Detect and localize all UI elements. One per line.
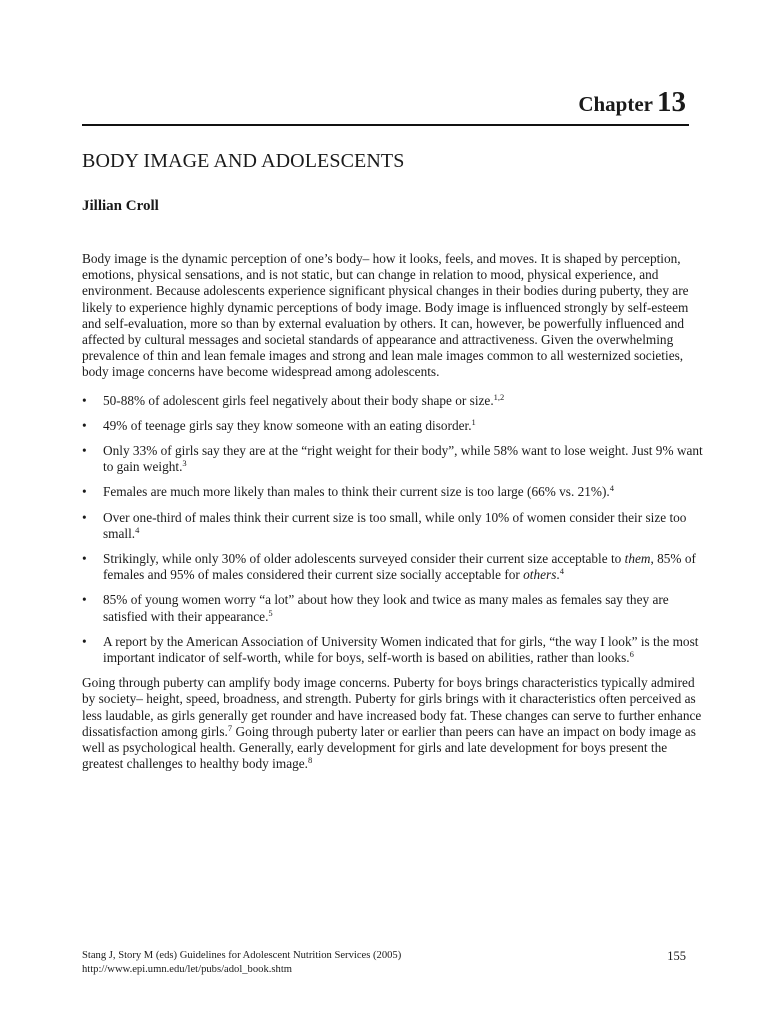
bullet-icon: • xyxy=(82,633,87,649)
header-rule xyxy=(82,124,689,126)
chapter-number: 13 xyxy=(657,86,686,118)
reference-number: 4 xyxy=(135,524,140,535)
list-item-text: 49% of teenage girls say they know someone with an eating disorder. xyxy=(103,417,472,433)
reference-number: 8 xyxy=(307,755,313,766)
bullet-icon: • xyxy=(82,392,87,408)
list-item xyxy=(82,484,706,500)
footer-citation xyxy=(82,949,688,977)
closing-text: Going through puberty can amplify body image concerns. Puberty for boys brings characteristics typically admired by society– height, speed, broadness, and strength. Puberty for girls brings with it characteristics often perceived as less laudable, as girls generally get rounder and have increased body fat. These changes can serve to further enhance dissatisfaction among girls. xyxy=(82,675,702,739)
list-item-text: Only 33% of girls say they are at the “right weight for their body”, while 58% want to lose weight. Just 9% want to gain weight. xyxy=(103,443,703,475)
list-item xyxy=(82,551,706,583)
emphasis-others: others xyxy=(523,567,557,583)
list-item-text: , 85% of females and 95% of males considered their current size socially acceptable for xyxy=(103,551,696,583)
list-item-text: A report by the American Association of University Women indicated that for girls, “the way I look” is the most important indicator of self-worth, while for boys, self-worth is based on abilities, rather than looks. xyxy=(103,633,699,666)
body-text xyxy=(82,251,706,772)
list-item xyxy=(82,418,706,434)
page-title: BODY IMAGE AND ADOLESCENTS xyxy=(82,150,405,172)
intro-paragraph: Body image is the dynamic perception of one’s body– how it looks, feels, and moves. It is shaped by perception, emotions, physical sensations, and is not static, but can change in relation to mood, physical experience, and environment. Because adolescents experience significant physical changes in their bodies during puberty, they are likely to experience highly dynamic perceptions of body image. Body image is influenced strongly by self-esteem and self-evaluation, more so than by external evaluation by others. It can, however, be powerfully influenced and affected by cultural messages and societal standards of appearance and attractiveness. Given the overwhelming prevalence of thin and lean female images and strong and lean male images common to all westernized societies, body image concerns have become widespread among adolescents. xyxy=(82,251,689,380)
list-item-text: Over one-third of males think their current size is too small, while only 10% of women consider their size too small. xyxy=(103,509,687,541)
list-item xyxy=(82,592,706,624)
list-item-text: 50-88% of adolescent girls feel negatively about their body shape or size. xyxy=(103,392,494,408)
author-name: Jillian Croll xyxy=(82,198,159,214)
list-item-text: 85% of young women worry “a lot” about how they look and twice as many males as females say they are satisfied with their appearance. xyxy=(103,592,669,624)
list-item-text: Females are much more likely than males to think their current size is too large (66% vs. 21%). xyxy=(103,484,610,500)
bullet-icon: • xyxy=(82,417,87,433)
citation-text: Stang J, Story M (eds) Guidelines for Adolescent Nutrition Services (2005) xyxy=(82,950,402,961)
reference-number: 4 xyxy=(559,566,564,577)
page-number: 155 xyxy=(667,949,686,963)
list-item xyxy=(82,510,706,542)
bullet-icon: • xyxy=(82,443,87,459)
bullet-icon: • xyxy=(82,592,87,608)
reference-number: 6 xyxy=(629,649,634,660)
bullet-icon: • xyxy=(82,509,87,525)
closing-paragraph xyxy=(82,675,706,772)
reference-number: 7 xyxy=(227,722,233,733)
list-item-text: . xyxy=(556,567,560,583)
statistics-list xyxy=(82,393,706,667)
chapter-label: Chapter xyxy=(578,92,653,116)
closing-text: Going through puberty later or earlier than peers can have an impact on body image as well as psychological health. Generally, early development for girls and late development for boys present the greatest challenges to healthy body image. xyxy=(82,723,696,772)
reference-number: 3 xyxy=(182,458,187,469)
reference-number: 1 xyxy=(471,416,476,427)
reference-number: 1,2 xyxy=(493,391,505,402)
list-item xyxy=(82,443,706,475)
reference-number: 5 xyxy=(268,607,273,618)
list-item xyxy=(82,393,706,409)
reference-number: 4 xyxy=(609,483,614,494)
citation-url: http://www.epi.umn.edu/let/pubs/adol_book.shtm xyxy=(82,964,292,975)
emphasis-them: them xyxy=(624,551,651,567)
list-item xyxy=(82,634,706,666)
list-item-text: Strikingly, while only 30% of older adolescents surveyed consider their current size acceptable to xyxy=(103,551,625,567)
bullet-icon: • xyxy=(82,484,87,500)
chapter-heading xyxy=(578,86,686,119)
bullet-icon: • xyxy=(82,551,87,567)
